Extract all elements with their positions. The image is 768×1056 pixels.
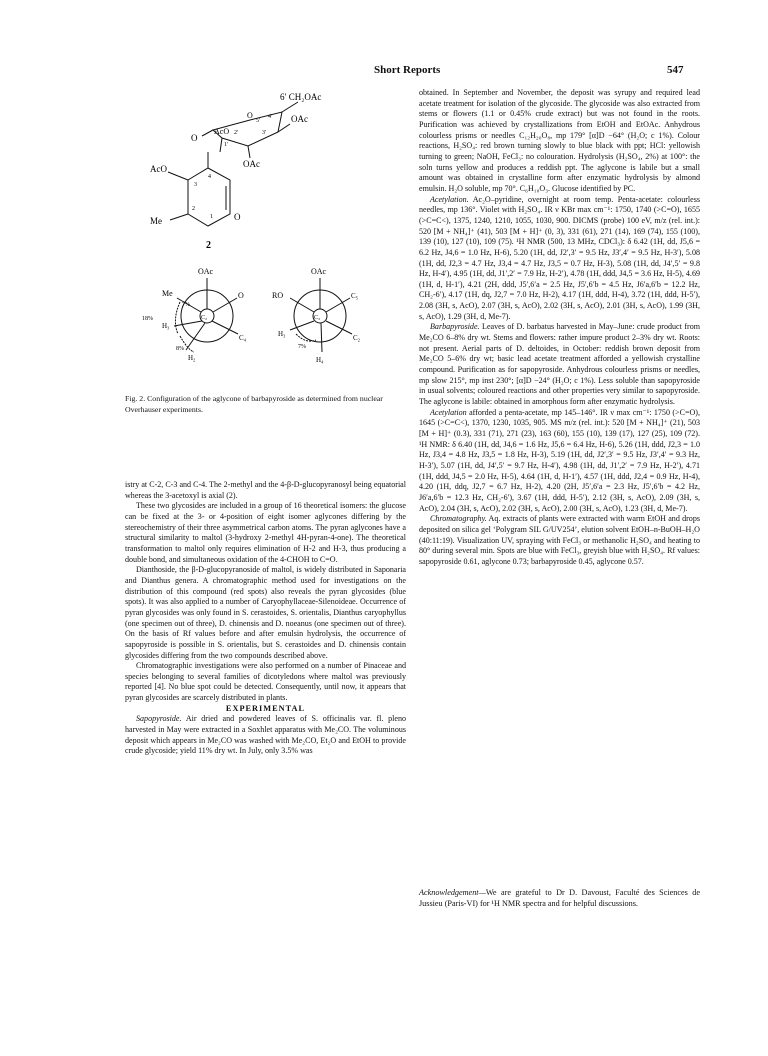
- label-n3: 3: [194, 182, 197, 188]
- label-o-link: O: [191, 133, 198, 143]
- label-n4: 4: [208, 174, 211, 180]
- label-c4: 4′: [268, 114, 273, 120]
- label-acknowledgement: Acknowledgement—: [419, 888, 486, 897]
- nr-c2: C₂: [353, 334, 361, 342]
- nl-me: Me: [162, 289, 173, 298]
- label-aco: AcO: [150, 164, 167, 174]
- paragraph-acetylation-2: [419, 408, 700, 515]
- nl-c4: C₄: [239, 334, 247, 342]
- paragraph-sapopyroside: [125, 714, 406, 757]
- nr-h4: H₄: [316, 356, 324, 364]
- text-acknowledgement: We are grateful to Dr D. Davoust, Faculté des Sciences de Jussieu (Paris-VI) for ¹H NMR spectra and for helpful discussions.: [419, 888, 700, 908]
- paragraph-obtained: obtained. In September and November, the deposit was syrupy and required lead acetate treatment for isolation of the glycoside. The glycoside was also extracted from stems or flowers (1.1 or 0.45% crude extract) but was not found in the roots. Purification was achieved by crystallizations from EtOH and EtOAc. Anhydrous colourless prisms or needles C₁₂H₂₀O₈, mp 179° [α]D −64° (H₂O; c 1%). Colour reactions, H₂SO₄: red brown turning slowly to blue black with ppt; HCl: yellowish turning to green; NaOH, FeCl₃: no colouration. Hydrolysis (H₂SO₄, 2%) at 100°: the soln turns yellow and produces a reddish ppt. The aglycone is labile but a small amount was obtained in crystalline form after enzymatic hydrolysis by almond emulsin. H₂O soluble, mp 70°. C₆H₁₀O₃. Glucose identified by PC.: [419, 88, 700, 193]
- label-c3: 3′: [262, 130, 267, 136]
- paragraph-acetylation: [419, 195, 700, 323]
- nl-h3: H₃: [162, 322, 170, 330]
- text-acetylation-2: afforded a penta-acetate, mp 145–146°. IR ν max cm⁻¹: 1750 (>C=O), 1645 (>C=C<), 1370, 1230, 1035, 905. MS m/z (rel. int.): 520 [M + NH₄]⁺ (21), 503 [M + H]⁺ (0.3), 331 (71), 271 (23), 163 (60), 155 (10), 139 (17), 127 (25), 109 (72). ¹H NMR: δ 6.40 (1H, dd, J4,6 = 1.6 Hz, J5,6 = 6.4 Hz, H-6), 5.26 (1H, ddd, J2,3 = 1.0 Hz, J3,4 = 4.8 Hz, J3,5 = 1.8 Hz, H-3), 5.19 (1H, dd, J2′,3′ = 9.5 Hz, J3′,4′ = 9.3 Hz, H-3′), 5.07 (1H, dd, J4′,5′ = 9.7 Hz, H-4′), 4.98 (1H, dd, J1′,2′ = 7.9 Hz, H-2′), 4.71 (1H, ddd, J4,5 = 2.0 Hz, H-5), 4.64 (1H, d, H-1′), 4.57 (1H, ddd, J2,4 = 0.9 Hz, H-4), 4.20 (1H, ddq, J2,7 = 6.7 Hz, H-2), 4.20 (2H, J5′,6′a = 2.3 Hz, J5′,6′b = 4.2 Hz, J6′a,6′b = 12.3 Hz, CH₂-6′), 3.67 (1H, ddd, H-5′), 2.12 (3H, s, AcO), 2.09 (3H, s, AcO), 2.04 (3H, s, AcO), 2.02 (3H, s, AcO), 2.00 (3H, s, AcO), 1.23 (3H, d, Me-7).: [419, 407, 701, 513]
- text-chromatography: Aq. extracts of plants were extracted with warm EtOH and drops deposited on silica gel ‘Polygram SIL G/UV254’, elution solvent EtOH–n-BuOH–H₂O (40:11:19). Visualization UV, spraying with FeCl₃ or methanolic H₂SO₄ and heating to 80° during several min. Spots are blue with FeCl₃, greyish blue with H₂SO₄. Rf values: sapopyroside 0.61, aglycone 0.73; barbapyroside 0.45, aglycone 0.57.: [419, 514, 700, 566]
- label-me: Me: [150, 216, 162, 226]
- acknowledgement: [419, 888, 700, 909]
- nl-o: O: [238, 291, 244, 300]
- section-heading-experimental: EXPERIMENTAL: [225, 703, 306, 713]
- label-ch2oac: 6′ CH₂OAc: [280, 92, 322, 102]
- nl-oac: OAc: [198, 267, 214, 276]
- paragraph-chromatographic: Chromatographic investigations were also performed on a number of Pinaceae and species belonging to several families of dicotyledons where maltol was previously reported [4]. No blue spot could be detected. Consequently, until now, it appears that pyran glycosides are scarcely distributed in plants.: [125, 661, 406, 703]
- nl-h2: H₂: [188, 354, 196, 362]
- nl-c2: C₂: [201, 315, 208, 321]
- label-c2: 2′: [234, 130, 239, 136]
- label-n2: 2: [192, 206, 195, 212]
- label-barbapyroside: Barbapyroside.: [430, 322, 480, 332]
- label-acetylation-2: Acetylation: [430, 407, 467, 417]
- label-n1: 1: [210, 214, 213, 220]
- nr-ro: RO: [272, 291, 284, 300]
- label-c1: 1′: [224, 142, 229, 148]
- nr-h3: H₃: [278, 330, 286, 338]
- paragraph-barbapyroside: [419, 322, 700, 407]
- newman-projection-right: [290, 278, 352, 352]
- text-acetylation: Ac₂O–pyridine, overnight at room temp. Penta-acetate: colourless needles, mp 136°. Violet with H₂SO₄. IR ν KBr max cm⁻¹: 1750, 1740 (>C=O), 1655 (>C=C<), 1375, 1240, 1210, 1055, 1030, 900. DICMS (probe) 100 eV, m/z (rel. int.): 520 [M + NH₄]⁺ (41), 503 [M + H]⁺ (0, 3), 331 (61), 271 (14), 169 (74), 155 (100), 139 (10), 127 (10), 109 (75). ¹H NMR (500, 13 MHz, CDCl₃): δ 6.42 (1H, dd, J5,6 = 6.2 Hz, J4,6 = 1.0 Hz, H-6), 5.20 (1H, dd, J2′,3′ = 9.5 Hz, J3′,4′ = 9.5 Hz, H-3′), 5.08 (1H, dd, J2,3 = 4.7 Hz, J3,4 = 4.7 Hz, J3,5 = 0.7 Hz, H-3), 5.08 (1H, dd, J4′,5′ = 9.8 Hz, H-4′), 4.95 (1H, dd, J1′,2′ = 7.9 Hz, H-2′), 4.78 (1H, ddd, J4,5 = 3.6 Hz, H-5), 4.69 (1H, d, H-1′), 4.21 (2H, ddd, J5′,6′a = 2.5 Hz, J5′,6′b = 4.5 Hz, J6′a,6′b = 12.2 Hz, CH₂-6′), 4.17 (1H, dq, J2,7 = 7.0 Hz, H-2), 4.17 (1H, ddd, H-4), 3.72 (1H, ddd, H-5′), 2.08 (3H, s, AcO), 2.07 (3H, s, AcO), 2.02 (3H, s, AcO), 2.01 (3H, s, AcO), 1.99 (3H, s, AcO), 1.29 (3H, d, Me-7).: [419, 194, 701, 321]
- nr-oac: OAc: [311, 267, 327, 276]
- right-column: [419, 88, 700, 568]
- paragraph-stereochemistry: istry at C-2, C-3 and C-4. The 2-methyl and the 4-β-D-glucopyranosyl being equatorial whereas the 3-acetoxyl is axial (2).: [125, 480, 406, 500]
- text-barbapyroside: Leaves of D. barbatus harvested in May–June: crude product from Me₂CO 6–8% dry wt. Stems and flowers: rather impure product 2–3% dry wt. Roots: not present. Aerial parts of D. deltoides, in October: reddish brown deposit from Me₂CO 5–6% dry wt; basic lead acetate treatment afforded a yellowish crystalline compound. Purification as for sapopyroside. Anhydrous colourless prisms or needles, mp slow 215°, mp inst 230°; [α]D −24° (H₂O; c 1%). Less soluble than sapopyroside in usual solvents; coloured reactions and other properties very similar to sapopyroside. The aglycone is labile: obtained in amorphous form after enzymatic hydrolysis.: [419, 322, 700, 407]
- label-acetylation: Acetylation.: [430, 194, 469, 204]
- nr-c3: C₃: [314, 315, 321, 321]
- paragraph-dianthoside: Dianthoside, the β-D-glucopyranoside of maltol, is widely distributed in Saponaria and Dianthus genera. A chromatographic method used for investigations on the distribution of this compound (red spots) also reveals the pyran glycosides (blue spots). It was also applied to a number of Caryophyllaceae-Silenoideae. Occurrence of pyran glycosides was only found in S. cerastoides, S. orientalis, Dianthus caryophyllus (one specimen out of three), D. chinensis and D. noeanus (one specimen out of three). On the basis of Rf values before and after emulsin hydrolysis, the occurrence of sapopyroside is possible in S. orientalis, but S. cerastoides and D. chinensis contain glycosides differing from the two compounds described above.: [125, 565, 406, 660]
- structure-figure: [142, 88, 390, 388]
- nl-p2: 7%: [182, 302, 190, 308]
- label-chromatography: Chromatography.: [430, 514, 487, 524]
- label-sapopyroside: Sapopyroside.: [136, 714, 182, 724]
- text-sapopyroside: Air dried and powdered leaves of S. officinalis var. fl. pleno harvested in May were extracted in a Soxhlet apparatus with Me₂CO. The voluminous deposit which appears in Me₂CO was washed with Me₂CO, Et₂O and EtOH to provide crude glycoside; yield 11% dry wt. In July, only 3.5% was: [125, 714, 406, 756]
- nl-p3: 8%: [176, 346, 184, 352]
- nl-p1: 18%: [142, 316, 153, 322]
- label-c5: 5′: [256, 118, 261, 124]
- pyran-ring: [168, 152, 230, 226]
- label-oac-2: OAc: [243, 159, 260, 169]
- label-oac-4: OAc: [291, 114, 308, 124]
- label-o-ring: O: [234, 212, 241, 222]
- figure-caption: Fig. 2. Configuration of the aglycone of barbapyroside as determined from nuclear Overhauser experiments.: [125, 394, 383, 414]
- running-header-title: Short Reports: [374, 64, 441, 76]
- label-o-ring2: O: [247, 111, 253, 120]
- nr-c5: C₅: [351, 292, 359, 300]
- compound-number: 2: [206, 240, 211, 251]
- left-column: [125, 480, 406, 757]
- nr-p1: 7%: [298, 344, 306, 350]
- label-aco-glu: AcO: [214, 127, 230, 136]
- paragraph-isomers: These two glycosides are included in a group of 16 theoretical isomers: the glucose can be fixed at the 3- or 4-position of eight isomer aglycones differing by the stereochemistry of their three asymmetrical carbon atoms. The pyran aglycones have a structural similarity to maltol (3-hydroxy 2-methyl 4H-pyran-4-one). The theoretical transformation to maltol only requires elimination of H-2 and H-3, thus producing a double bond, and simultaneous oxidation of the 4-CHOH to C=O.: [125, 501, 406, 564]
- page-number: 547: [667, 64, 684, 76]
- paragraph-chromatography: [419, 514, 700, 567]
